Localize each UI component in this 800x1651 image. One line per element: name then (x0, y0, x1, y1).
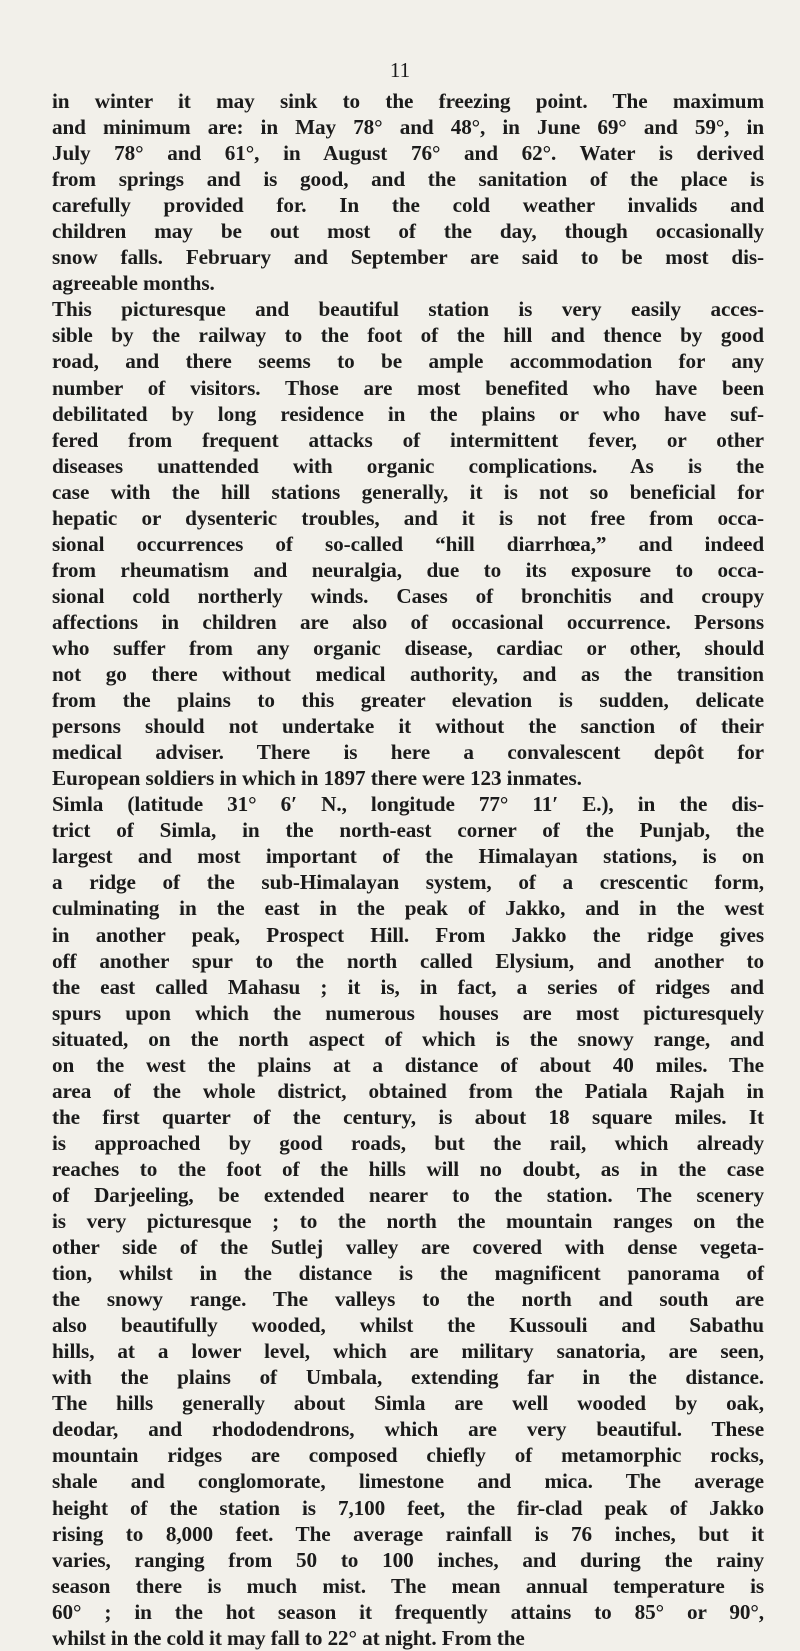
text-line: Simla (latitude 31° 6′ N., longitude 77° 11′ E.), in the dis- (52, 792, 764, 817)
text-line: debilitated by long residence in the plains or who have suf- (52, 401, 764, 426)
text-line: spurs upon which the numerous houses are most picturesquely (52, 1000, 764, 1025)
text-line: off another spur to the north called Elysium, and another to (52, 948, 764, 973)
text-line: tion, whilst in the distance is the magnificent panorama of (52, 1261, 764, 1286)
text-line: affections in children are also of occasional occurrence. Persons (52, 609, 764, 634)
text-line: persons should not undertake it without the sanction of their (52, 714, 764, 739)
text-line: in another peak, Prospect Hill. From Jakko the ridge gives (52, 922, 764, 947)
text-line: sible by the railway to the foot of the hill and thence by good (52, 323, 764, 348)
text-line: sional occurrences of so-called “hill diarrhœa,” and indeed (52, 531, 764, 556)
text-line: shale and conglomorate, limestone and mica. The average (52, 1469, 764, 1494)
text-line: hepatic or dysenteric troubles, and it is not free from occa- (52, 505, 764, 530)
text-line: July 78° and 61°, in August 76° and 62°. Water is derived (52, 141, 764, 166)
text-line: hills, at a lower level, which are military sanatoria, are seen, (52, 1339, 764, 1364)
text-line: carefully provided for. In the cold weather invalids and (52, 193, 764, 218)
text-line: The hills generally about Simla are well wooded by oak, (52, 1391, 764, 1416)
text-line: This picturesque and beautiful station is very easily acces- (52, 297, 764, 322)
text-line: who suffer from any organic disease, cardiac or other, should (52, 635, 764, 660)
text-line: height of the station is 7,100 feet, the fir-clad peak of Jakko (52, 1495, 764, 1520)
text-line: diseases unattended with organic complications. As is the (52, 453, 764, 478)
text-line: largest and most important of the Himalayan stations, is on (52, 844, 764, 869)
text-line: of Darjeeling, be extended nearer to the station. The scenery (52, 1182, 764, 1207)
text-line: not go there without medical authority, and as the transition (52, 662, 764, 687)
text-line: a ridge of the sub-Himalayan system, of a crescentic form, (52, 870, 764, 895)
text-line: from springs and is good, and the sanitation of the place is (52, 167, 764, 192)
text-line: season there is much mist. The mean annual temperature is (52, 1573, 764, 1598)
text-line: other side of the Sutlej valley are covered with dense vegeta- (52, 1235, 764, 1260)
text-line: situated, on the north aspect of which is the snowy range, and (52, 1026, 764, 1051)
text-line: mountain ridges are composed chiefly of metamorphic rocks, (52, 1443, 764, 1468)
text-line: road, and there seems to be ample accommodation for any (52, 349, 764, 374)
text-line: area of the whole district, obtained from the Patiala Rajah in (52, 1078, 764, 1103)
page-number: 11 (389, 58, 411, 82)
text-line: number of visitors. Those are most benefited who have been (52, 375, 764, 400)
text-line: snow falls. February and September are said to be most dis- (52, 245, 764, 270)
text-line: agreeable months. (52, 271, 215, 296)
text-line: whilst in the cold it may fall to 22° at night. From the (52, 1625, 525, 1650)
text-line: from the plains to this greater elevation is sudden, delicate (52, 688, 764, 713)
text-line: trict of Simla, in the north-east corner of the Punjab, the (52, 818, 764, 843)
text-line: varies, ranging from 50 to 100 inches, and during the rainy (52, 1547, 764, 1572)
text-line: is very picturesque ; to the north the mountain ranges on the (52, 1209, 764, 1234)
text-line: on the west the plains at a distance of about 40 miles. The (52, 1052, 764, 1077)
text-line: from rheumatism and neuralgia, due to its exposure to occa- (52, 557, 764, 582)
text-line: the snowy range. The valleys to the north and south are (52, 1287, 764, 1312)
text-line: in winter it may sink to the freezing point. The maximum (52, 89, 764, 113)
text-line: 60° ; in the hot season it frequently attains to 85° or 90°, (52, 1599, 764, 1624)
text-line: with the plains of Umbala, extending far in the distance. (52, 1365, 764, 1390)
body-text (52, 88, 764, 1651)
text-line: the first quarter of the century, is about 18 square miles. It (52, 1104, 764, 1129)
text-line: European soldiers in which in 1897 there were 123 inmates. (52, 766, 582, 791)
text-line: the east called Mahasu ; it is, in fact, a series of ridges and (52, 974, 764, 999)
text-line: rising to 8,000 feet. The average rainfall is 76 inches, but it (52, 1521, 764, 1546)
text-line: also beautifully wooded, whilst the Kussouli and Sabathu (52, 1313, 764, 1338)
text-line: medical adviser. There is here a convalescent depôt for (52, 740, 764, 765)
text-line: deodar, and rhododendrons, which are very beautiful. These (52, 1417, 764, 1442)
text-line: case with the hill stations generally, it is not so beneficial for (52, 479, 764, 504)
text-line: fered from frequent attacks of intermittent fever, or other (52, 427, 764, 452)
text-line: is approached by good roads, but the rail, which already (52, 1130, 764, 1155)
text-line: culminating in the east in the peak of Jakko, and in the west (52, 896, 764, 921)
text-line: reaches to the foot of the hills will no doubt, as in the case (52, 1156, 764, 1181)
text-line: sional cold northerly winds. Cases of bronchitis and croupy (52, 583, 764, 608)
text-line: children may be out most of the day, though occasionally (52, 219, 764, 244)
text-line: and minimum are: in May 78° and 48°, in June 69° and 59°, in (52, 115, 764, 140)
